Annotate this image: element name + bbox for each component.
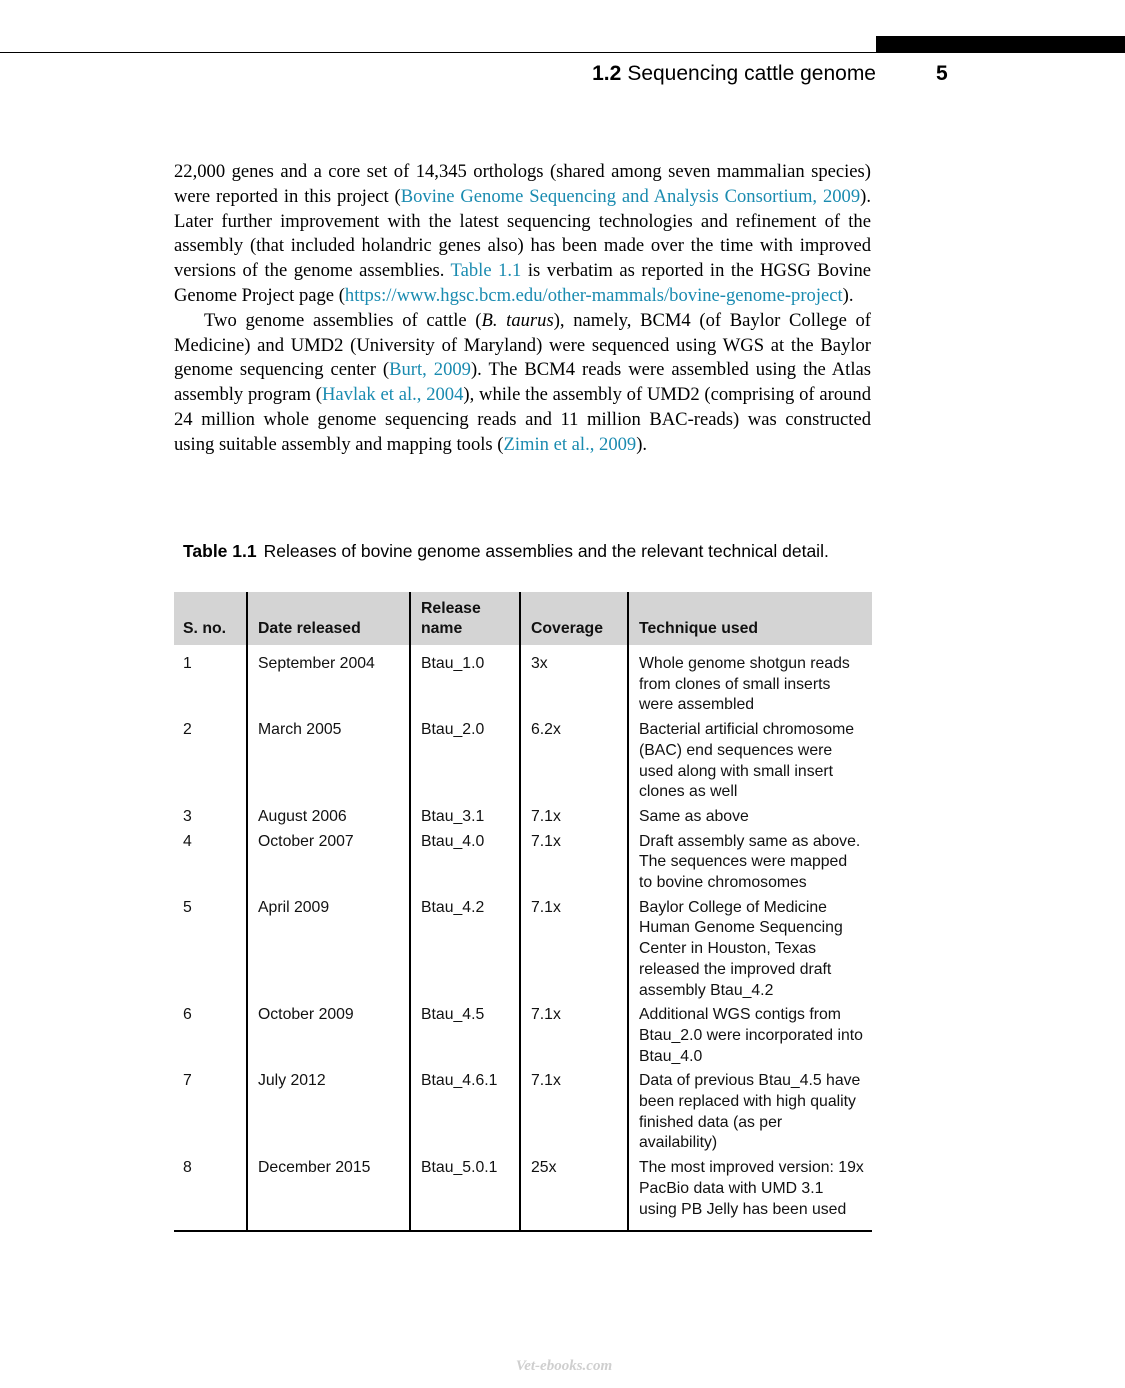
text-span: 22,000 genes and a core set of 14,345 orthologs (shared among seven mammalian species) were reported in this project ( bbox=[174, 161, 871, 207]
table-reference-link[interactable]: Table 1.1 bbox=[450, 260, 522, 282]
table-cell: 7 bbox=[183, 1072, 192, 1090]
table-cell: April 2009 bbox=[247, 894, 410, 1002]
table-cell: 25x bbox=[520, 1154, 628, 1231]
table-cell: Btau_5.0.1 bbox=[410, 1154, 520, 1231]
table-caption-label: Table 1.1 bbox=[183, 541, 257, 561]
table-cell: Whole genome shotgun reads from clones of small inserts were assembled bbox=[628, 645, 872, 716]
table-cell: August 2006 bbox=[247, 803, 410, 828]
table-caption bbox=[183, 539, 873, 563]
table-cell: Btau_2.0 bbox=[410, 716, 520, 803]
citation-link-burt[interactable]: Burt, 2009 bbox=[389, 359, 471, 381]
column-header: S. no. bbox=[174, 592, 247, 645]
text-span: is verbatim as reported in the HGSG Bovine Genome Project page ( bbox=[174, 260, 871, 306]
table-header-row bbox=[174, 592, 872, 645]
table-row bbox=[174, 828, 872, 894]
table-cell: Btau_4.0 bbox=[410, 828, 520, 894]
table-cell: Draft assembly same as above. The sequences were mapped to bovine chromosomes bbox=[628, 828, 872, 894]
table-cell: October 2007 bbox=[247, 828, 410, 894]
page-number: 5 bbox=[936, 62, 948, 85]
text-span: ), namely, BCM4 (of Baylor College of Medicine) and UMD2 (University of Maryland) were sequenced using WGS at the Baylor genome sequencing center ( bbox=[174, 309, 871, 381]
text-span: ). bbox=[636, 433, 648, 455]
watermark-logo: Vet-ebooks.com bbox=[515, 1358, 613, 1374]
table-cell: Bacterial artificial chromosome (BAC) end sequences were used along with small insert clones as well bbox=[628, 716, 872, 803]
table-cell: Btau_1.0 bbox=[410, 645, 520, 716]
text-span: ). Later further improvement with the latest sequencing technologies and refinement of the assembly (that included holandric genes also) has been made over the time with improved versions of the genome assemblies. bbox=[174, 185, 871, 282]
table-cell: 2 bbox=[183, 721, 192, 739]
text-span: Two genome assemblies of cattle ( bbox=[204, 309, 482, 331]
table-row bbox=[174, 645, 872, 716]
table-cell: 7.1x bbox=[520, 803, 628, 828]
table-cell: 7.1x bbox=[520, 1001, 628, 1067]
header-bar bbox=[876, 36, 1125, 53]
table-cell: September 2004 bbox=[247, 645, 410, 716]
column-header: Technique used bbox=[628, 592, 872, 645]
table-caption-text: Releases of bovine genome assemblies and the relevant technical detail. bbox=[263, 541, 829, 561]
section-number: 1.2 bbox=[592, 62, 622, 85]
table-cell: 6 bbox=[183, 1006, 192, 1024]
table-row bbox=[174, 894, 872, 1002]
table-cell: 7.1x bbox=[520, 894, 628, 1002]
table-cell: Additional WGS contigs from Btau_2.0 were incorporated into Btau_4.0 bbox=[628, 1001, 872, 1067]
table-row bbox=[174, 1067, 872, 1154]
table-row bbox=[174, 1154, 872, 1231]
section-title: Sequencing cattle genome bbox=[627, 62, 876, 85]
citation-link-havlak[interactable]: Havlak et al., 2004 bbox=[321, 384, 464, 406]
table-cell: Btau_3.1 bbox=[410, 803, 520, 828]
paragraph-2 bbox=[174, 309, 871, 458]
text-span: ). The BCM4 reads were assembled using the Atlas assembly program ( bbox=[174, 359, 871, 406]
table-cell: 4 bbox=[183, 832, 192, 850]
releases-table-container bbox=[174, 592, 872, 1232]
table-row bbox=[174, 1001, 872, 1067]
table-cell: 1 bbox=[183, 655, 192, 672]
citation-link-zimin[interactable]: Zimin et al., 2009 bbox=[503, 433, 637, 455]
text-span: ). bbox=[842, 284, 854, 306]
table-row bbox=[174, 803, 872, 828]
table-cell: 7.1x bbox=[520, 1067, 628, 1154]
table-cell: 3 bbox=[183, 807, 192, 825]
table-cell: 7.1x bbox=[520, 828, 628, 894]
table-cell: 8 bbox=[183, 1159, 192, 1177]
column-header: Coverage bbox=[520, 592, 628, 645]
table-cell: 5 bbox=[183, 898, 192, 916]
table-cell: Baylor College of Medicine Human Genome Sequencing Center in Houston, Texas released the improved draft assembly Btau_4.2 bbox=[628, 894, 872, 1002]
column-header: Date released bbox=[247, 592, 410, 645]
citation-link-consortium[interactable]: Bovine Genome Sequencing and Analysis Consortium, 2009 bbox=[400, 185, 861, 207]
releases-table bbox=[174, 592, 872, 1232]
table-cell: 3x bbox=[520, 645, 628, 716]
table-cell: Btau_4.2 bbox=[410, 894, 520, 1002]
table-cell: October 2009 bbox=[247, 1001, 410, 1067]
table-cell: December 2015 bbox=[247, 1154, 410, 1231]
table-cell: The most improved version: 19x PacBio data with UMD 3.1 using PB Jelly has been used bbox=[628, 1154, 872, 1231]
table-cell: Same as above bbox=[628, 803, 872, 828]
table-cell: July 2012 bbox=[247, 1067, 410, 1154]
body-text bbox=[174, 160, 871, 458]
table-row bbox=[174, 716, 872, 803]
species-name: B. taurus bbox=[481, 309, 554, 331]
table-cell: Data of previous Btau_4.5 have been replaced with high quality finished data (as per availability) bbox=[628, 1067, 872, 1154]
table-cell: 6.2x bbox=[520, 716, 628, 803]
column-header: Release name bbox=[410, 592, 520, 645]
text-span: ), while the assembly of UMD2 (comprising of around 24 million whole genome sequencing reads and 11 million BAC-reads) was constructed using suitable assembly and mapping tools ( bbox=[174, 384, 872, 455]
table-cell: Btau_4.5 bbox=[410, 1001, 520, 1067]
paragraph-1 bbox=[174, 160, 871, 309]
running-header bbox=[560, 62, 876, 86]
table-cell: Btau_4.6.1 bbox=[410, 1067, 520, 1154]
url-link-hgsc[interactable]: https://www.hgsc.bcm.edu/other-mammals/bovine-genome-project bbox=[344, 284, 843, 306]
table-cell: March 2005 bbox=[247, 716, 410, 803]
